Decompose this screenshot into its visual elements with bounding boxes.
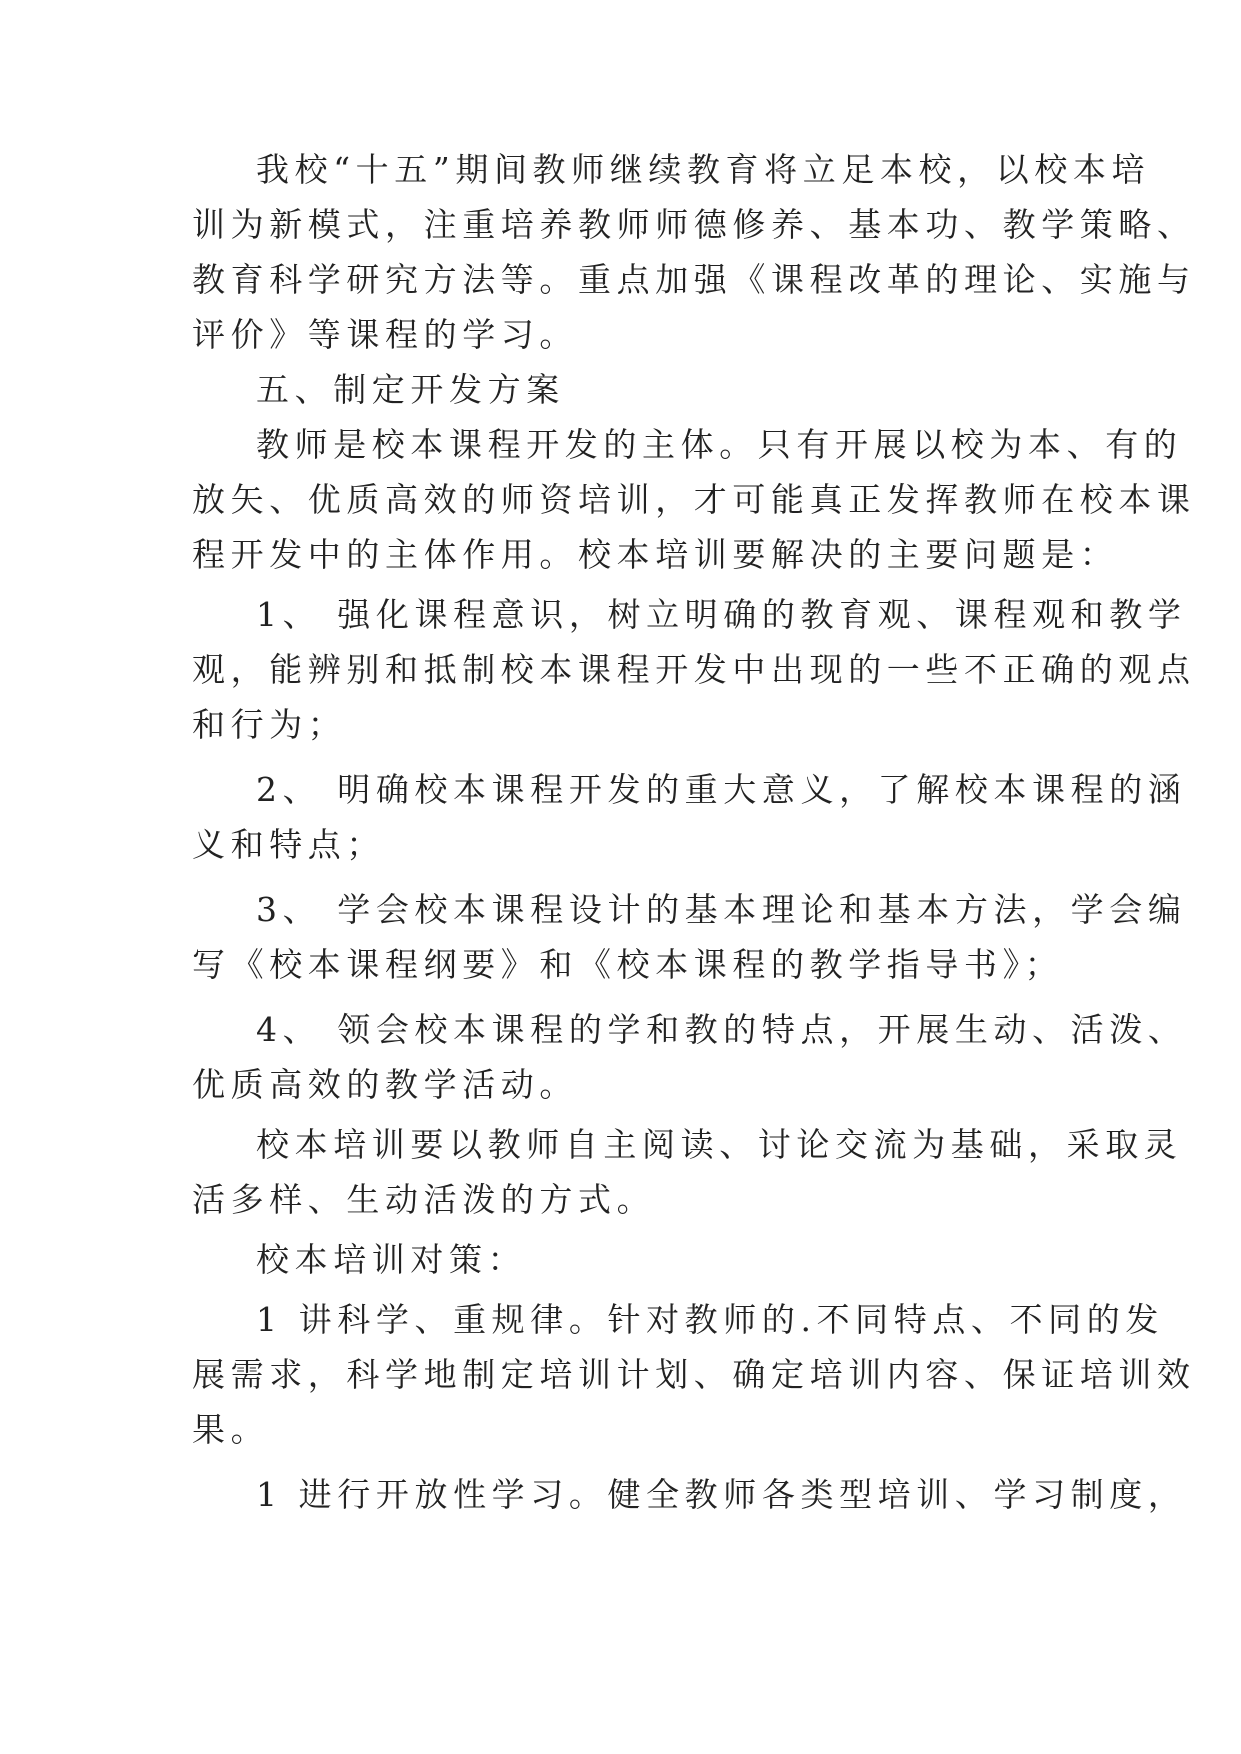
list-item-1: 1、 强化课程意识，树立明确的教育观、课程观和教学: [256, 595, 1187, 634]
text-line: 优质高效的教学活动。: [192, 1065, 578, 1104]
text-line: 写《校本课程纲要》和《校本课程的教学指导书》；: [192, 945, 1064, 984]
text-line: 义和特点；: [192, 825, 385, 864]
text-line: 评价》等课程的学习。: [192, 315, 578, 354]
text-line: 训为新模式，注重培养教师师德修养、基本功、教学策略、: [192, 205, 1196, 244]
list-item-2: 2、 明确校本课程开发的重大意义，了解校本课程的涵: [256, 770, 1187, 809]
text-line: 放矢、优质高效的师资培训，才可能真正发挥教师在校本课: [192, 480, 1196, 519]
text-line: 校本培训要以教师自主阅读、讨论交流为基础，采取灵: [256, 1125, 1183, 1164]
text-line: 和行为；: [192, 705, 347, 744]
section-heading: 五、制定开发方案: [256, 370, 565, 409]
strategy-item: 1 讲科学、重规律。针对教师的.不同特点、不同的发: [256, 1300, 1164, 1339]
section-heading: 校本培训对策：: [256, 1240, 527, 1279]
text-line: 展需求，科学地制定培训计划、确定培训内容、保证培训效: [192, 1355, 1196, 1394]
text-line: 教育科学研究方法等。重点加强《课程改革的理论、实施与: [192, 260, 1196, 299]
list-item-3: 3、 学会校本课程设计的基本理论和基本方法，学会编: [256, 890, 1187, 929]
text-line: 我校“十五”期间教师继续教育将立足本校，以校本培: [256, 150, 1151, 189]
text-line: 程开发中的主体作用。校本培训要解决的主要问题是：: [192, 535, 1119, 574]
text-line: 教师是校本课程开发的主体。只有开展以校为本、有的: [256, 425, 1183, 464]
text-line: 活多样、生动活泼的方式。: [192, 1180, 656, 1219]
strategy-item: 1 进行开放性学习。健全教师各类型培训、学习制度，: [256, 1475, 1187, 1514]
text-line: 果。: [192, 1410, 270, 1449]
text-line: 观，能辨别和抵制校本课程开发中出现的一些不正确的观点: [192, 650, 1196, 689]
list-item-4: 4、 领会校本课程的学和教的特点，开展生动、活泼、: [256, 1010, 1187, 1049]
